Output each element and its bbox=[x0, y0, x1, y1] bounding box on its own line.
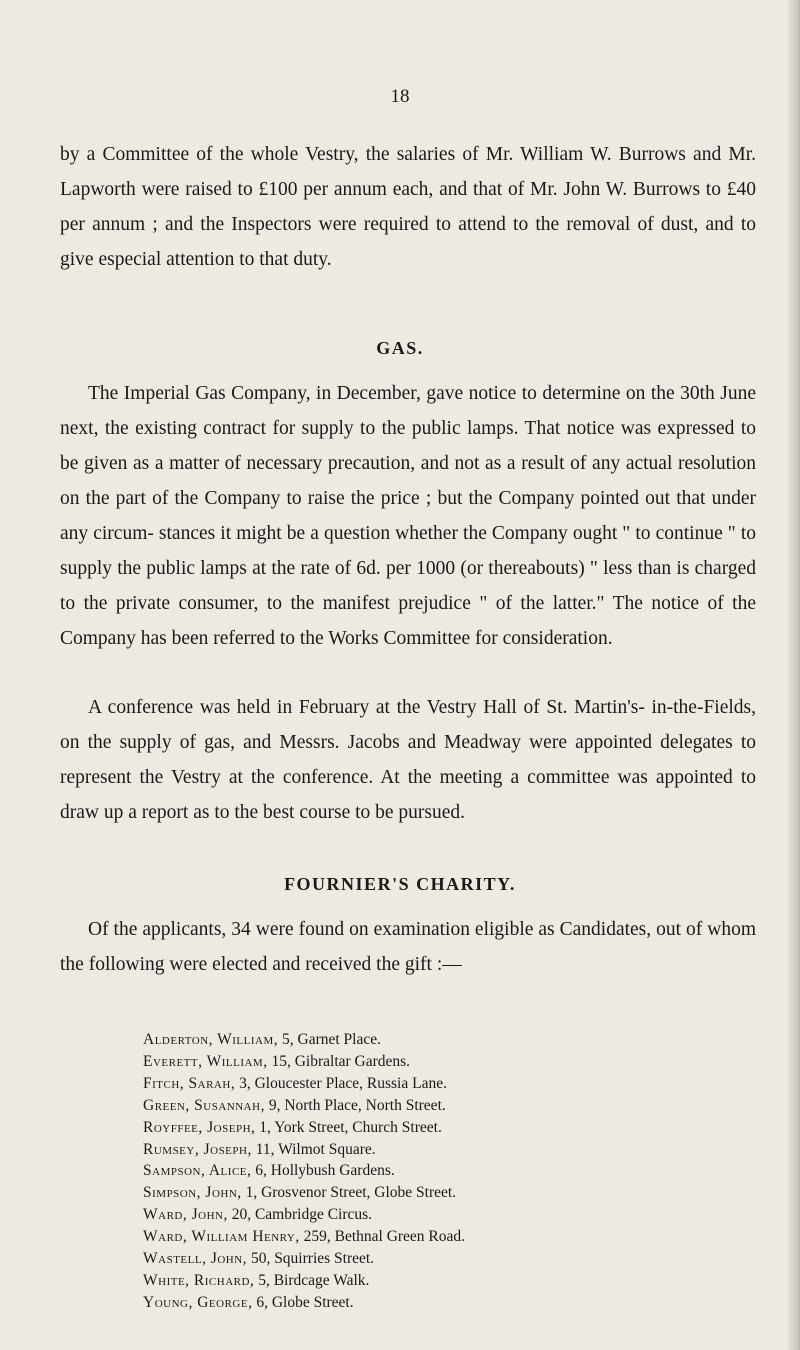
list-item bbox=[143, 1248, 763, 1270]
page-number: 18 bbox=[390, 86, 410, 107]
recipient-address: 9, North Place, North Street. bbox=[264, 1096, 446, 1114]
recipient-address: 6, Hollybush Gardens. bbox=[251, 1162, 395, 1180]
recipient-address: 3, Gloucester Place, Russia Lane. bbox=[235, 1074, 447, 1092]
recipient-name: Royffee, Joseph, bbox=[143, 1118, 256, 1136]
recipient-address: 1, Grosvenor Street, Globe Street. bbox=[241, 1184, 457, 1202]
list-item bbox=[143, 1160, 763, 1182]
gas-paragraph-2: A conference was held in February at the Vestry Hall of St. Martin's- in-the-Fields, on the supply of gas, and Messrs. Jacobs and Meadway were appointed delegates to represent the Vestry at the conference. At the meeting a committee was appointed to draw up a report as to the best course to be pursued. bbox=[60, 697, 756, 823]
gas-heading: GAS. bbox=[376, 338, 424, 358]
recipient-name: Fitch, Sarah, bbox=[143, 1074, 236, 1092]
recipient-name: Young, George, bbox=[143, 1293, 253, 1311]
recipient-address: 6, Globe Street. bbox=[252, 1293, 354, 1311]
list-item bbox=[143, 1270, 763, 1292]
recipient-name: Sampson, Alice, bbox=[143, 1162, 252, 1180]
recipient-address: 50, Squirries Street. bbox=[247, 1250, 375, 1268]
list-item bbox=[143, 1051, 763, 1073]
page-edge-shadow bbox=[788, 0, 800, 1350]
recipient-name: Alderton, William, bbox=[143, 1031, 279, 1048]
recipient-address: 20, Cambridge Circus. bbox=[227, 1206, 373, 1224]
list-item bbox=[143, 1292, 763, 1314]
recipient-list bbox=[143, 1029, 763, 1314]
recipient-name: White, Richard, bbox=[143, 1271, 255, 1289]
list-item bbox=[143, 1029, 763, 1051]
recipient-address: 1, York Street, Church Street. bbox=[255, 1118, 442, 1136]
charity-paragraph: Of the applicants, 34 were found on examination eligible as Candidates, out of whom the following were elected and received the gift :— bbox=[60, 919, 756, 975]
intro-paragraph: by a Committee of the whole Vestry, the salaries of Mr. William W. Burrows and Mr. Lapworth were raised to £100 per annum each, and that of Mr. John W. Burrows to £40 per annum ; and the Inspectors were required to attend to the removal of dust, and to give especial attention to that duty. bbox=[60, 144, 756, 270]
recipient-address: 5, Birdcage Walk. bbox=[254, 1271, 370, 1289]
list-item bbox=[143, 1073, 763, 1095]
list-item bbox=[143, 1139, 763, 1161]
list-item bbox=[143, 1182, 763, 1204]
charity-heading: FOURNIER'S CHARITY. bbox=[284, 874, 516, 894]
recipient-name: Ward, William Henry, bbox=[143, 1228, 300, 1246]
list-item bbox=[143, 1204, 763, 1226]
list-item bbox=[143, 1117, 763, 1139]
recipient-address: 11, Wilmot Square. bbox=[251, 1140, 376, 1158]
recipient-address: 259, Bethnal Green Road. bbox=[299, 1228, 466, 1246]
recipient-name: Ward, John, bbox=[143, 1206, 228, 1224]
list-item bbox=[143, 1226, 763, 1248]
recipient-address: 5, Garnet Place. bbox=[278, 1031, 381, 1048]
gas-paragraph-1: The Imperial Gas Company, in December, gave notice to determine on the 30th June next, the existing contract for supply to the public lamps. That notice was expressed to be given as a matter of necessary precaution, and not as a result of any actual resolution on the part of the Company to raise the price ; but the Company pointed out that under any circum- stances it might be a question whether the Company ought " to continue " to supply the public lamps at the rate of 6d. per 1000 (or thereabouts) " less than is charged to the private consumer, to the manifest prejudice " of the latter." The notice of the Company has been referred to the Works Committee for consideration. bbox=[60, 383, 756, 649]
recipient-name: Simpson, John, bbox=[143, 1184, 242, 1202]
recipient-name: Green, Susannah, bbox=[143, 1096, 265, 1114]
recipient-name: Wastell, John, bbox=[143, 1250, 248, 1268]
recipient-address: 15, Gibraltar Gardens. bbox=[267, 1052, 411, 1070]
list-item bbox=[143, 1095, 763, 1117]
recipient-name: Everett, William, bbox=[143, 1052, 268, 1070]
recipient-name: Rumsey, Joseph, bbox=[143, 1140, 252, 1158]
